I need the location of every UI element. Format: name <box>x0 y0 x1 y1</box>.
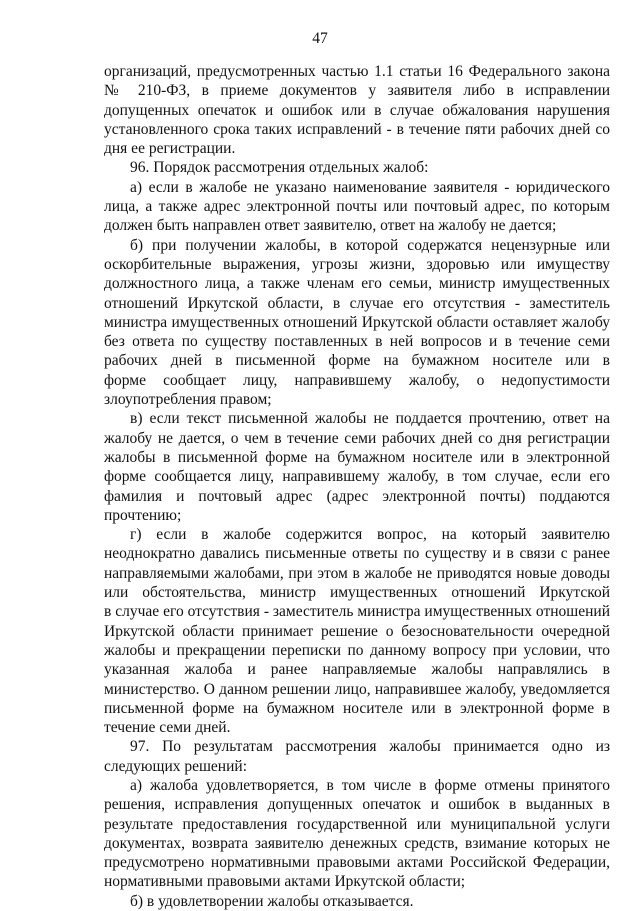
text-line: неоднократно давались письменные ответы по существу и в связи с ранее <box>104 545 610 563</box>
text-line: оскорбительные выражения, угрозы жизни, здоровью или имуществу <box>104 255 610 273</box>
text-line: или обстоятельства, министр имущественных отношений Иркутской <box>104 584 610 602</box>
text-line: отношений Иркутской области, в случае его отсутствия - заместитель <box>104 294 610 312</box>
text-line: министерство. О данном решении лицо, направившее жалобу, уведомляется <box>104 680 610 698</box>
text-line: б) в удовлетворении жалобы отказывается. <box>130 892 414 910</box>
text-line: нормативными правовыми актами Иркутской области; <box>104 873 466 891</box>
text-line: а) жалоба удовлетворяется, в том числе в форме отмены принятого <box>130 776 610 794</box>
text-line: решения, исправления допущенных опечаток и ошибок в выданных в <box>104 796 610 814</box>
text-line: предусмотрено нормативными правовыми актами Российской Федерации, <box>104 854 610 872</box>
text-line: а) если в жалобе не указано наименование заявителя - юридического <box>130 178 610 196</box>
text-line: следующих решений: <box>104 757 247 775</box>
text-line: письменной форме на бумажном носителе или в электронной форме в <box>104 699 610 717</box>
text-line: без ответа по существу поставленных в ней вопросов и в течение семи <box>104 333 610 351</box>
text-line: прочтению; <box>104 506 182 524</box>
text-line: в случае его отсутствия - заместитель министра имущественных отношений <box>104 603 610 621</box>
text-line: лица, а также адрес электронной почты или почтовый адрес, по которым <box>104 198 610 216</box>
text-line: указанная жалоба и ранее направляемые жалобы направлялись в <box>104 661 610 679</box>
text-line: 96. Порядок рассмотрения отдельных жалоб: <box>130 159 429 177</box>
text-line: направляемыми жалобами, при этом в жалобе не приводятся новые доводы <box>104 564 610 582</box>
text-line: рабочих дней в письменной форме на бумажном носителе или в <box>104 352 610 370</box>
text-line: г) если в жалобе содержится вопрос, на который заявителю <box>130 526 610 544</box>
text-line: 97. По результатам рассмотрения жалобы принимается одно из <box>130 738 610 756</box>
text-line: жалобы в письменной форме на бумажном носителе или в электронной <box>104 448 610 466</box>
text-line: должен быть направлен ответ заявителю, ответ на жалобу не дается; <box>104 217 557 235</box>
text-line: течение семи дней. <box>104 719 231 737</box>
text-line: жалобу не дается, о чем в течение семи рабочих дней со дня регистрации <box>104 429 610 447</box>
text-line: фамилия и почтовый адрес (адрес электронной почты) поддаются <box>104 487 610 505</box>
text-line: в) если текст письменной жалобы не поддается прочтению, ответ на <box>130 410 610 428</box>
page-number: 47 <box>312 30 328 47</box>
text-line: организаций, предусмотренных частью 1.1 статьи 16 Федерального закона <box>104 63 610 80</box>
text-line: б) при получении жалобы, в которой содержатся нецензурные или <box>130 236 610 254</box>
text-line: форме сообщает лицу, направившему жалобу, о недопустимости <box>104 371 610 389</box>
text-line: форме сообщается лицу, направившему жалобу, в том случае, если его <box>104 468 610 486</box>
text-line: министра имущественных отношений Иркутской области оставляет жалобу <box>104 313 610 331</box>
text-line: должностного лица, а также членам его семьи, министр имущественных <box>104 275 610 293</box>
text-line: документах, возврата заявителю денежных средств, взимание которых не <box>104 834 610 852</box>
text-line: установленного срока таких исправлений - в течение пяти рабочих дней со <box>104 120 610 138</box>
text-line: Иркутской области принимает решение о безосновательности очередной <box>104 622 610 640</box>
text-line: дня ее регистрации. <box>104 140 236 158</box>
text-line: злоупотребления правом; <box>104 391 272 409</box>
text-line: результате предоставления государственной или муниципальной услуги <box>104 815 610 833</box>
text-line: жалобы и прекращении переписки по данному вопросу при условии, что <box>104 641 610 659</box>
document-body <box>104 62 610 911</box>
text-line: № 210-ФЗ, в приеме документов у заявителя либо в исправлении <box>104 82 610 100</box>
text-line: допущенных опечаток и ошибок или в случае обжалования нарушения <box>104 101 610 119</box>
